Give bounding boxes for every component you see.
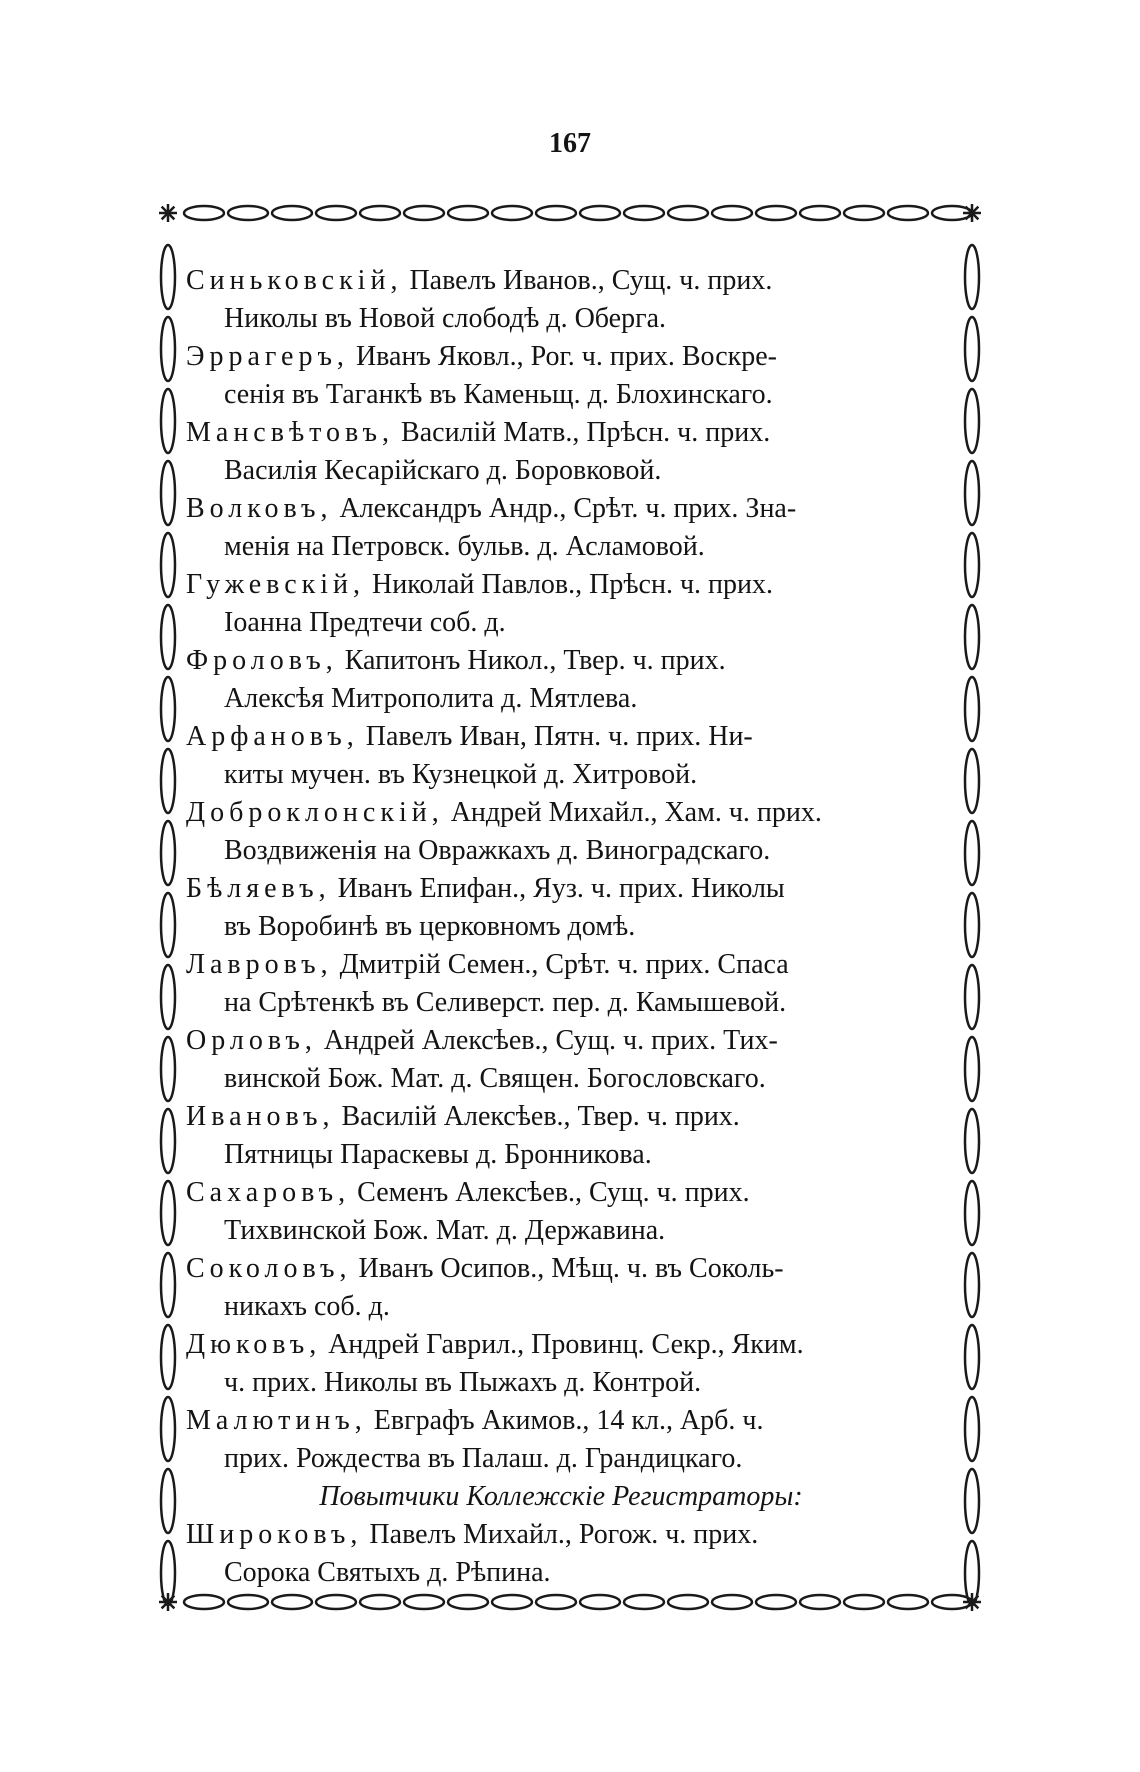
entry-line-1 xyxy=(186,794,936,832)
list-item xyxy=(186,946,936,1022)
ornament-link xyxy=(316,1595,356,1609)
ornament-link xyxy=(965,1181,979,1245)
ornament-link xyxy=(965,1109,979,1173)
ornament-link xyxy=(965,605,979,669)
ornament-link xyxy=(161,389,175,453)
list-item xyxy=(186,262,936,338)
ornament-link xyxy=(756,1595,796,1609)
ornament-link xyxy=(888,1595,928,1609)
entry-details: Иванъ Осипов., Мѣщ. ч. въ Соколь- xyxy=(351,1253,784,1284)
entry-line-1 xyxy=(186,1098,936,1136)
list-item xyxy=(186,1174,936,1250)
entry-details: Василій Матв., Прѣсн. ч. прих. xyxy=(394,417,771,448)
ornament-link xyxy=(161,1253,175,1317)
entry-surname: Лавровъ, xyxy=(186,949,333,980)
entry-surname: Соколовъ, xyxy=(186,1253,352,1284)
page-number: 167 xyxy=(549,128,591,159)
ornament-link xyxy=(448,206,488,220)
entry-surname: Волковъ, xyxy=(186,493,333,524)
entry-details: Капитонъ Никол., Твер. ч. прих. xyxy=(337,645,726,676)
entry-details: Евграфъ Акимов., 14 кл., Арб. ч. xyxy=(366,1405,764,1436)
entry-surname: Эррагеръ, xyxy=(186,341,349,372)
ornament-link xyxy=(756,206,796,220)
list-item xyxy=(186,642,936,718)
ornament-link xyxy=(161,461,175,525)
entry-line-1 xyxy=(186,414,936,452)
entry-details: Андрей Гаврил., Провинц. Секр., Яким. xyxy=(321,1329,804,1360)
entry-line-1 xyxy=(186,946,936,984)
entry-line-1 xyxy=(186,262,936,300)
entry-surname: Доброклонскій, xyxy=(186,797,444,828)
ornament-link xyxy=(965,317,979,381)
ornament-link xyxy=(404,206,444,220)
entry-line-1 xyxy=(186,1516,936,1554)
ornament-link xyxy=(965,1037,979,1101)
entry-details: Иванъ Епифан., Яуз. ч. прих. Николы xyxy=(330,873,785,904)
ornament-link xyxy=(888,206,928,220)
entry-surname: Дюковъ, xyxy=(186,1329,322,1360)
entry-line-2: Алексѣя Митрополита д. Мятлева. xyxy=(224,683,638,714)
ornament-link xyxy=(161,533,175,597)
entry-line-2: въ Воробинѣ въ церковномъ домѣ. xyxy=(224,911,636,942)
list-item xyxy=(186,1022,936,1098)
list-item xyxy=(186,414,936,490)
entry-surname: Мансвѣтовъ, xyxy=(186,417,395,448)
list-item xyxy=(186,1098,936,1174)
entry-surname: Малютинъ, xyxy=(186,1405,367,1436)
entry-line-1 xyxy=(186,338,936,376)
list-item xyxy=(186,1250,936,1326)
entry-line-1 xyxy=(186,1326,936,1364)
ornament-link xyxy=(161,1397,175,1461)
ornament-link xyxy=(492,1595,532,1609)
ornament-link xyxy=(161,605,175,669)
entry-details: Павелъ Иванов., Сущ. ч. прих. xyxy=(402,265,773,296)
entry-details: Николай Павлов., Прѣсн. ч. прих. xyxy=(365,569,773,600)
ornament-link xyxy=(965,749,979,813)
list-item xyxy=(186,1402,936,1478)
list-item xyxy=(186,338,936,414)
ornament-link xyxy=(800,206,840,220)
ornament-link xyxy=(161,893,175,957)
ornament-link xyxy=(580,1595,620,1609)
section-heading: Повытчики Коллежскіе Регистраторы: xyxy=(319,1481,803,1512)
list-item xyxy=(186,1516,936,1592)
list-item xyxy=(186,794,936,870)
entry-details: Андрей Михайл., Хам. ч. прих. xyxy=(443,797,822,828)
ornament-link xyxy=(161,1109,175,1173)
ornament-link xyxy=(965,245,979,309)
entry-surname: Арфановъ, xyxy=(186,721,359,752)
entry-details: Александръ Андр., Срѣт. ч. прих. Зна- xyxy=(332,493,797,524)
ornament-link xyxy=(161,821,175,885)
entry-line-2: Пятницы Параскевы д. Бронникова. xyxy=(224,1139,652,1170)
ornament-link xyxy=(228,206,268,220)
entry-line-1 xyxy=(186,718,936,756)
ornament-link xyxy=(624,1595,664,1609)
ornament-link xyxy=(272,1595,312,1609)
entry-line-2: ч. прих. Николы въ Пыжахъ д. Контрой. xyxy=(224,1367,702,1398)
entry-line-1 xyxy=(186,1022,936,1060)
ornament-link xyxy=(844,1595,884,1609)
entry-surname: Гужевскій, xyxy=(186,569,366,600)
entry-details: Дмитрій Семен., Срѣт. ч. прих. Спаса xyxy=(332,949,789,980)
entry-details: Иванъ Яковл., Рог. ч. прих. Воскре- xyxy=(348,341,777,372)
ornament-link xyxy=(712,1595,752,1609)
entry-line-1 xyxy=(186,642,936,680)
entry-line-1 xyxy=(186,1174,936,1212)
ornament-link xyxy=(316,206,356,220)
ornament-link xyxy=(161,1181,175,1245)
list-item xyxy=(186,1326,936,1402)
ornament-link xyxy=(228,1595,268,1609)
ornament-link xyxy=(492,206,532,220)
entry-surname: Синьковскій, xyxy=(186,265,403,296)
entry-details: Павелъ Иван, Пятн. ч. прих. Ни- xyxy=(358,721,753,752)
ornament-link xyxy=(844,206,884,220)
ornament-link xyxy=(536,206,576,220)
ornament-link xyxy=(161,1469,175,1533)
entry-line-1 xyxy=(186,566,936,604)
ornament-link xyxy=(404,1595,444,1609)
entry-line-2: Николы въ Новой слободѣ д. Оберга. xyxy=(224,303,667,334)
ornament-link xyxy=(712,206,752,220)
ornament-link xyxy=(668,206,708,220)
ornament-link xyxy=(360,206,400,220)
list-item xyxy=(186,490,936,566)
entry-line-1 xyxy=(186,490,936,528)
ornament-link xyxy=(965,1253,979,1317)
ornament-link xyxy=(580,206,620,220)
list-item xyxy=(186,566,936,642)
ornament-link xyxy=(965,1397,979,1461)
ornament-link xyxy=(965,1325,979,1389)
ornament-link xyxy=(965,533,979,597)
ornament-link xyxy=(668,1595,708,1609)
ornament-link xyxy=(272,206,312,220)
ornament-link xyxy=(161,317,175,381)
ornament-link xyxy=(965,1469,979,1533)
ornament-link xyxy=(161,749,175,813)
entry-line-2: Тихвинской Бож. Мат. д. Державина. xyxy=(224,1215,666,1246)
entry-line-1 xyxy=(186,1250,936,1288)
ornament-link xyxy=(800,1595,840,1609)
ornament-link xyxy=(624,206,664,220)
entry-surname: Сахаровъ, xyxy=(186,1177,351,1208)
ornament-link xyxy=(161,1325,175,1389)
entry-details: Андрей Алексѣев., Сущ. ч. прих. Тих- xyxy=(316,1025,778,1056)
entry-surname: Ивановъ, xyxy=(186,1101,335,1132)
entry-list xyxy=(186,262,936,1592)
ornament-link xyxy=(965,677,979,741)
ornament-link xyxy=(965,893,979,957)
ornament-link xyxy=(965,821,979,885)
entry-line-2: Василія Кесарійскаго д. Боровковой. xyxy=(224,455,662,486)
entry-surname: Фроловъ, xyxy=(186,645,338,676)
ornament-link xyxy=(536,1595,576,1609)
ornament-link xyxy=(965,389,979,453)
entry-surname: Орловъ, xyxy=(186,1025,317,1056)
ornament-link xyxy=(184,1595,224,1609)
ornament-link xyxy=(161,245,175,309)
entry-line-1 xyxy=(186,870,936,908)
ornament-link xyxy=(161,677,175,741)
entry-line-2: на Срѣтенкѣ въ Селиверст. пер. д. Камышевой. xyxy=(224,987,787,1018)
ornament-link xyxy=(161,1037,175,1101)
entry-line-1 xyxy=(186,1402,936,1440)
ornament-link xyxy=(360,1595,400,1609)
entry-line-2: Сорока Святыхъ д. Рѣпина. xyxy=(224,1557,551,1588)
entry-surname: Широковъ, xyxy=(186,1519,363,1550)
entry-line-2: винской Бож. Мат. д. Священ. Богословскаго. xyxy=(224,1063,766,1094)
list-item xyxy=(186,718,936,794)
entry-line-2: сенія въ Таганкѣ въ Каменьщ. д. Блохинскаго. xyxy=(224,379,773,410)
entry-details: Семенъ Алексѣев., Сущ. ч. прих. xyxy=(350,1177,750,1208)
entry-line-2: киты мучен. въ Кузнецкой д. Хитровой. xyxy=(224,759,698,790)
entry-details: Василій Алексѣев., Твер. ч. прих. xyxy=(334,1101,740,1132)
ornament-link xyxy=(965,965,979,1029)
entry-line-2: Іоанна Предтечи соб. д. xyxy=(224,607,506,638)
entry-line-2: прих. Рождества въ Палаш. д. Грандицкаго. xyxy=(224,1443,743,1474)
entry-line-2: никахъ соб. д. xyxy=(224,1291,390,1322)
ornament-link xyxy=(448,1595,488,1609)
list-item xyxy=(186,870,936,946)
entry-surname: Бѣляевъ, xyxy=(186,873,331,904)
entry-line-2: Воздвиженія на Овражкахъ д. Виноградскаго. xyxy=(224,835,771,866)
ornament-link xyxy=(184,206,224,220)
ornament-link xyxy=(965,461,979,525)
ornament-link xyxy=(161,965,175,1029)
entry-line-2: менія на Петровск. бульв. д. Асламовой. xyxy=(224,531,705,562)
entry-details: Павелъ Михайл., Рогож. ч. прих. xyxy=(362,1519,759,1550)
